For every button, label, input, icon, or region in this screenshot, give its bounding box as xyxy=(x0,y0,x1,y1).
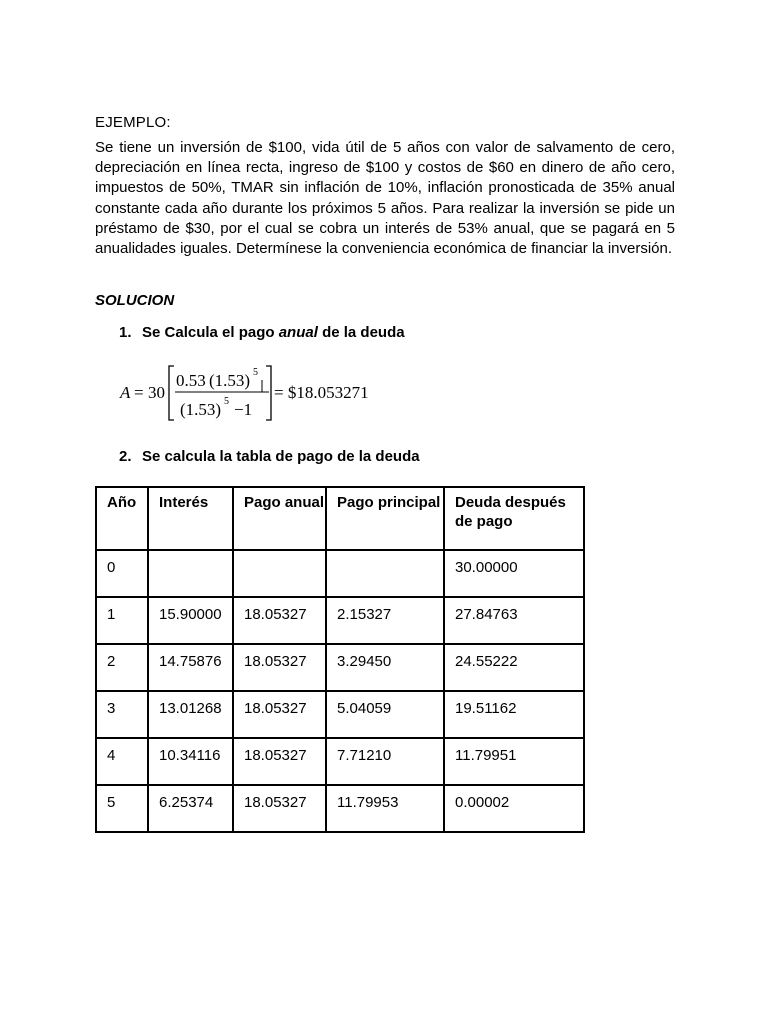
formula-numerator-exponent: 5 xyxy=(253,367,258,378)
cell-remaining-debt: 11.79951 xyxy=(444,738,584,785)
table-row xyxy=(96,550,584,597)
cell-year: 0 xyxy=(96,550,148,597)
cell-remaining-debt: 27.84763 xyxy=(444,597,584,644)
cell-interest: 15.90000 xyxy=(148,597,233,644)
step-2-heading xyxy=(119,448,420,465)
example-heading: EJEMPLO: xyxy=(95,114,171,131)
table-row xyxy=(96,644,584,691)
table-row xyxy=(96,691,584,738)
cell-interest xyxy=(148,550,233,597)
cell-year: 4 xyxy=(96,738,148,785)
cell-principal-payment: 5.04059 xyxy=(326,691,444,738)
header-interest: Interés xyxy=(148,487,233,550)
table-row xyxy=(96,597,584,644)
cell-principal-payment: 2.15327 xyxy=(326,597,444,644)
cell-interest: 6.25374 xyxy=(148,785,233,832)
formula-numerator-rate: 0.53 xyxy=(176,371,206,390)
step-1-text-before: Se Calcula el pago xyxy=(142,324,279,341)
cell-remaining-debt: 30.00000 xyxy=(444,550,584,597)
cell-annual-payment: 18.05327 xyxy=(233,597,326,644)
header-remaining-debt: Deuda después de pago xyxy=(444,487,584,550)
table-header-row xyxy=(96,487,584,550)
formula-right-bracket xyxy=(266,366,271,420)
formula-numerator-base: (1.53) xyxy=(209,371,251,390)
cell-interest: 14.75876 xyxy=(148,644,233,691)
cell-annual-payment xyxy=(233,550,326,597)
header-principal-payment: Pago principal xyxy=(326,487,444,550)
annuity-formula xyxy=(118,360,388,430)
formula-lhs: A xyxy=(120,383,131,402)
solution-title: SOLUCION xyxy=(95,292,175,309)
table-row xyxy=(96,738,584,785)
cell-remaining-debt: 24.55222 xyxy=(444,644,584,691)
cell-principal-payment: 7.71210 xyxy=(326,738,444,785)
debt-payment-table xyxy=(95,486,585,833)
step-1-text-after: de la deuda xyxy=(317,324,405,341)
cell-principal-payment: 11.79953 xyxy=(326,785,444,832)
formula-result: = $18.053271 xyxy=(274,383,369,402)
step-2-number: 2. xyxy=(119,448,132,465)
step-1-emphasis: anual xyxy=(278,324,318,341)
formula-left-bracket xyxy=(169,366,174,420)
cell-principal-payment: 3.29450 xyxy=(326,644,444,691)
table-row xyxy=(96,785,584,832)
cell-remaining-debt: 0.00002 xyxy=(444,785,584,832)
cell-year: 3 xyxy=(96,691,148,738)
cell-annual-payment: 18.05327 xyxy=(233,738,326,785)
formula-equals: = xyxy=(134,383,144,402)
cell-interest: 10.34116 xyxy=(148,738,233,785)
step-1-number: 1. xyxy=(119,324,132,341)
cell-annual-payment: 18.05327 xyxy=(233,785,326,832)
problem-statement: Se tiene un inversión de $100, vida útil de 5 años con valor de salvamento de cero, depreciación en línea recta, ingreso de $100 y costos de $60 en dinero de año cero, impuestos de 50%, TMAR sin inflación de 10%, inflación pronosticada de 35% anual constante cada año durante los próximos 5 años. Para realizar la inversión se pide un préstamo de $30, por el cual se cobra un interés de 53% anual, que se pagará en 5 anualidades iguales. Determínese la conveniencia económica de financiar la inversión. xyxy=(95,139,675,258)
cell-interest: 13.01268 xyxy=(148,691,233,738)
step-2-text: Se calcula la tabla de pago de la deuda xyxy=(142,448,420,465)
formula-coefficient: 30 xyxy=(148,383,165,402)
cell-remaining-debt: 19.51162 xyxy=(444,691,584,738)
formula-denominator-minus-one: −1 xyxy=(234,400,253,419)
cell-year: 5 xyxy=(96,785,148,832)
header-annual-payment: Pago anual xyxy=(233,487,326,550)
formula-denominator-base: (1.53) xyxy=(180,400,222,419)
cell-annual-payment: 18.05327 xyxy=(233,691,326,738)
cell-year: 1 xyxy=(96,597,148,644)
step-1-heading xyxy=(119,324,405,341)
cell-principal-payment xyxy=(326,550,444,597)
formula-denominator-exponent: 5 xyxy=(224,396,229,407)
cell-annual-payment: 18.05327 xyxy=(233,644,326,691)
cell-year: 2 xyxy=(96,644,148,691)
header-year: Año xyxy=(96,487,148,550)
